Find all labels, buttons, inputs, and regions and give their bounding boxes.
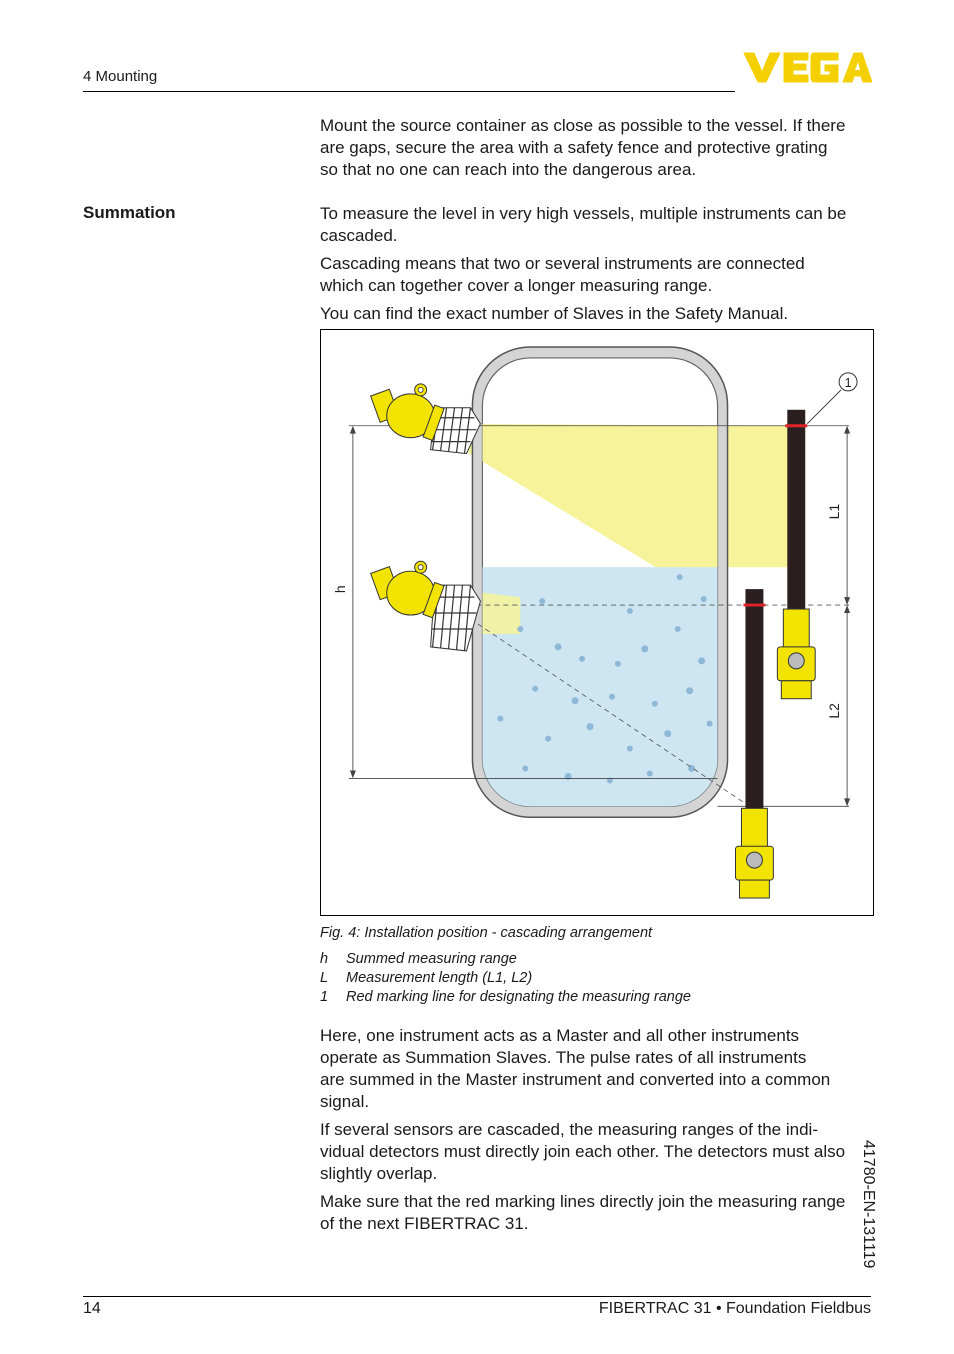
text-line: so that no one can reach into the dangerous area. [320,160,697,179]
text-line: Make sure that the red marking lines directly join the measuring range [320,1192,846,1211]
l2-label: L2 [826,703,843,719]
body-paragraph-3 [320,1191,845,1235]
legend-text: Measurement length (L1, L2) [346,970,533,986]
text-line: Here, one instrument acts as a Master and all other instruments [320,1026,800,1045]
legend-item [320,970,532,986]
text-line: of the next FIBERTRAC 31. [320,1214,529,1233]
text-line: Cascading means that two or several instruments are connected [320,254,805,273]
text-line: which can together cover a longer measuring range. [320,276,713,295]
text-line: signal. [320,1092,370,1111]
intro-paragraph [320,115,845,181]
vega-logo-mark [744,53,872,82]
h-label: h [331,585,348,594]
summation-paragraph-3 [320,303,788,325]
legend-key: 1 [320,989,329,1005]
detector-2 [735,589,773,898]
figure-caption: Fig. 4: Installation position - cascading arrangement [320,925,653,941]
legend-text: Red marking line for designating the measuring range [346,989,691,1005]
text-line: You can find the exact number of Slaves in the Safety Manual. [320,304,789,323]
body-paragraph-1 [320,1025,830,1113]
text-line: are summed in the Master instrument and converted into a common [320,1070,831,1089]
upper-source-container [371,384,481,454]
body-paragraph-2 [320,1119,845,1185]
vega-logo [742,50,872,84]
legend-text: Summed measuring range [346,951,517,967]
l1-label: L1 [826,503,843,520]
page-number: 14 [83,1300,101,1317]
footer-divider [83,1296,871,1297]
legend-item [320,951,517,967]
text-line: vidual detectors must directly join each other. The detectors must also [320,1142,846,1161]
document-number [860,1140,899,1300]
summation-paragraph-2 [320,253,805,297]
lower-source-container [371,561,481,651]
text-line: slightly overlap. [320,1164,438,1183]
text-line: If several sensors are cascaded, the measuring ranges of the indi- [320,1120,818,1139]
callout-leader [807,390,841,424]
summation-paragraph-1 [320,203,846,247]
cascading-arrangement-figure [320,329,874,916]
callout-label: 1 [844,374,852,390]
footer-title: FIBERTRAC 31 • Foundation Fieldbus [598,1300,871,1317]
section-label-summation: Summation [83,203,176,222]
header-section-title: 4 Mounting [83,68,158,85]
legend-key: L [320,970,329,986]
legend-item [320,989,691,1005]
text-line: Mount the source container as close as possible to the vessel. If there [320,116,846,135]
text-line: cascaded. [320,226,398,245]
text-line: are gaps, secure the area with a safety fence and protective grating [320,138,828,157]
document-number-text: 41780-EN-131119 [860,1140,877,1269]
text-line: operate as Summation Slaves. The pulse rates of all instruments [320,1048,807,1067]
legend-key: h [320,951,329,967]
header-divider [83,91,735,92]
text-line: To measure the level in very high vessels, multiple instruments can be [320,204,847,223]
